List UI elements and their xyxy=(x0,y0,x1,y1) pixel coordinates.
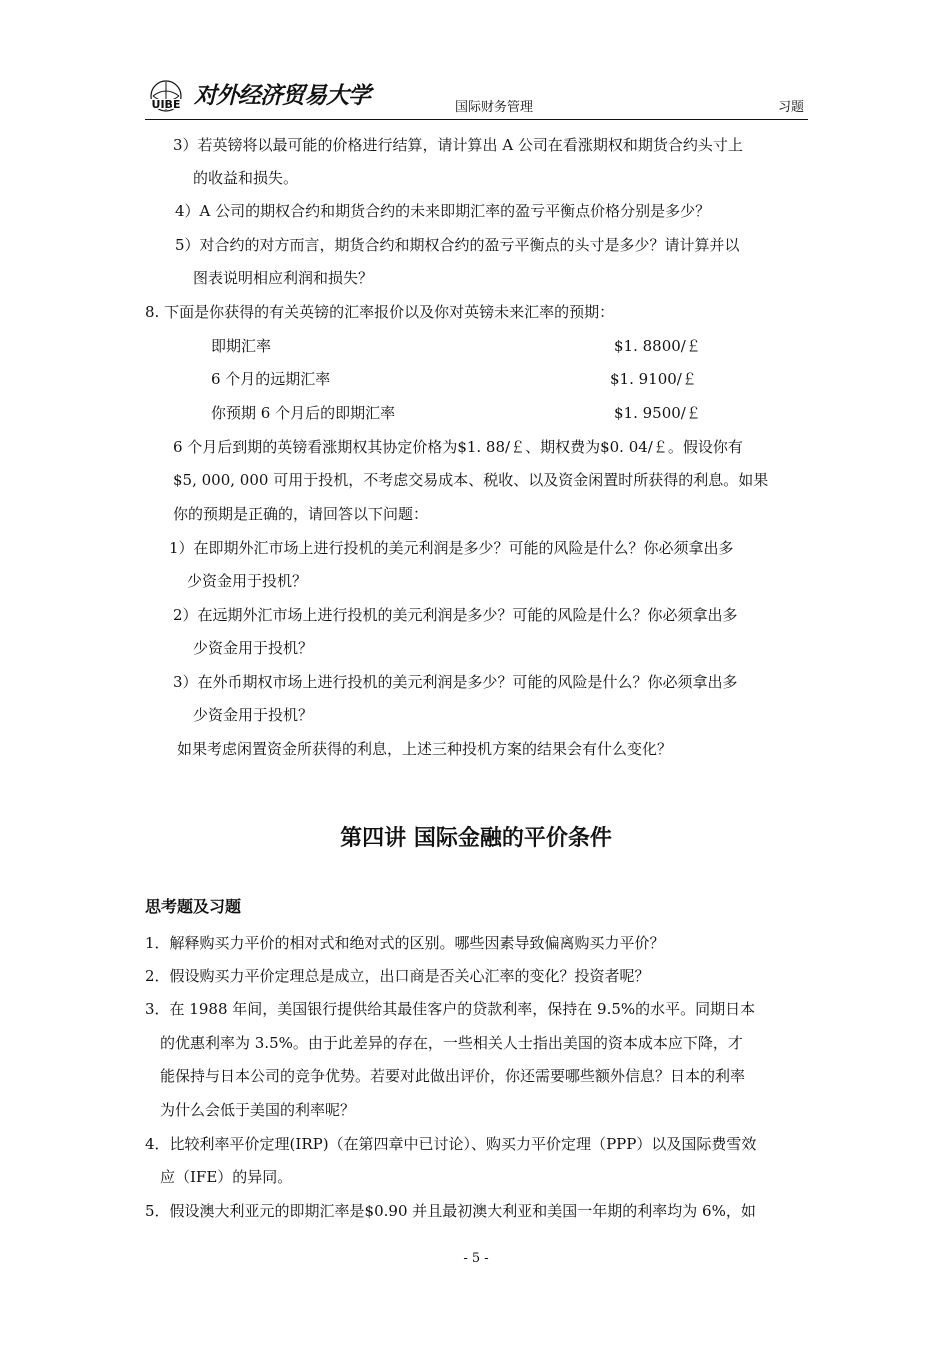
q7-item-3-line1: 3）若英镑将以最可能的价格进行结算，请计算出 A 公司在看涨期权和期货合约头寸上 xyxy=(173,136,743,154)
question-line: 2．假设购买力平价定理总是成立，出口商是否关心汇率的变化？投资者呢？ xyxy=(145,967,650,985)
rate-value: $1. 8800/￡ xyxy=(614,337,701,355)
header-divider xyxy=(145,119,808,120)
q7-item-3-line2: 的收益和损失。 xyxy=(193,169,299,187)
rate-label: 6 个月的远期汇率 xyxy=(211,370,331,388)
course-title: 国际财务管理 xyxy=(455,100,534,115)
page-number: - 5 - xyxy=(463,1251,489,1266)
section-subheading: 思考题及习题 xyxy=(145,897,242,916)
q7-item-4: 4）A 公司的期权合约和期货合约的未来即期汇率的盈亏平衡点价格分别是多少？ xyxy=(175,202,711,220)
question-line: 为什么会低于美国的利率呢？ xyxy=(160,1101,356,1119)
q8-sub-1-line2: 少资金用于投机？ xyxy=(187,572,308,590)
q7-item-5-line2: 图表说明相应利润和损失？ xyxy=(193,269,374,287)
question-line: 的优惠利率为 3.5%。由于此差异的存在，一些相关人士指出美国的资本成本应下降，才 xyxy=(160,1034,743,1052)
q7-item-5-line1: 5）对合约的对方而言，期货合约和期权合约的盈亏平衡点的头寸是多少？请计算并以 xyxy=(175,236,740,254)
university-name: 对外经济贸易大学 xyxy=(194,82,370,109)
svg-text:UIBE: UIBE xyxy=(151,98,181,111)
rate-value: $1. 9100/￡ xyxy=(610,370,697,388)
q8-sub-2-line2: 少资金用于投机？ xyxy=(193,639,314,657)
q8-closing: 如果考虑闲置资金所获得的利息，上述三种投机方案的结果会有什么变化？ xyxy=(177,740,673,758)
question-line: 1．解释购买力平价的相对式和绝对式的区别。哪些因素导致偏离购买力平价？ xyxy=(145,934,665,952)
section-label: 习题 xyxy=(778,100,805,115)
question-line: 应（IFE）的异同。 xyxy=(160,1168,293,1186)
question-line: 能保持与日本公司的竞争优势。若要对此做出评价，你还需要哪些额外信息？日本的利率 xyxy=(160,1067,746,1085)
rate-value: $1. 9500/￡ xyxy=(614,404,701,422)
question-line: 5．假设澳大利亚元的即期汇率是$0.90 并且最初澳大利亚和美国一年期的利率均为 6%，如 xyxy=(145,1202,756,1220)
q8-sub-3-line1: 3）在外币期权市场上进行投机的美元利润是多少？可能的风险是什么？你必须拿出多 xyxy=(173,673,738,691)
lecture-title: 第四讲 国际金融的平价条件 xyxy=(340,826,612,851)
q8-sub-2-line1: 2）在远期外汇市场上进行投机的美元利润是多少？可能的风险是什么？你必须拿出多 xyxy=(173,606,738,624)
question-line: 3．在 1988 年间，美国银行提供给其最佳客户的贷款利率，保持在 9.5%的水平。同期日本 xyxy=(145,1000,756,1018)
q8-body-line: 你的预期是正确的，请回答以下问题： xyxy=(173,505,429,523)
q8-body-line: $5, 000, 000 可用于投机，不考虑交易成本、税收、以及资金闲置时所获得的利息。如果 xyxy=(173,471,769,489)
question-line: 4．比较利率平价定理(IRP)（在第四章中已讨论）、购买力平价定理（PPP）以及国际费雪效 xyxy=(145,1135,757,1153)
q8-body-line: 6 个月后到期的英镑看涨期权其协定价格为$1. 88/￡、期权费为$0. 04/￡。假设你有 xyxy=(173,438,743,456)
q8-sub-3-line2: 少资金用于投机？ xyxy=(193,706,314,724)
q8-intro: 8. 下面是你获得的有关英镑的汇率报价以及你对英镑未来汇率的预期： xyxy=(145,303,615,321)
university-logo xyxy=(146,80,186,116)
rate-label: 即期汇率 xyxy=(211,337,272,355)
rate-label: 你预期 6 个月后的即期汇率 xyxy=(211,404,396,422)
q8-sub-1-line1: 1）在即期外汇市场上进行投机的美元利润是多少？可能的风险是什么？你必须拿出多 xyxy=(169,539,734,557)
